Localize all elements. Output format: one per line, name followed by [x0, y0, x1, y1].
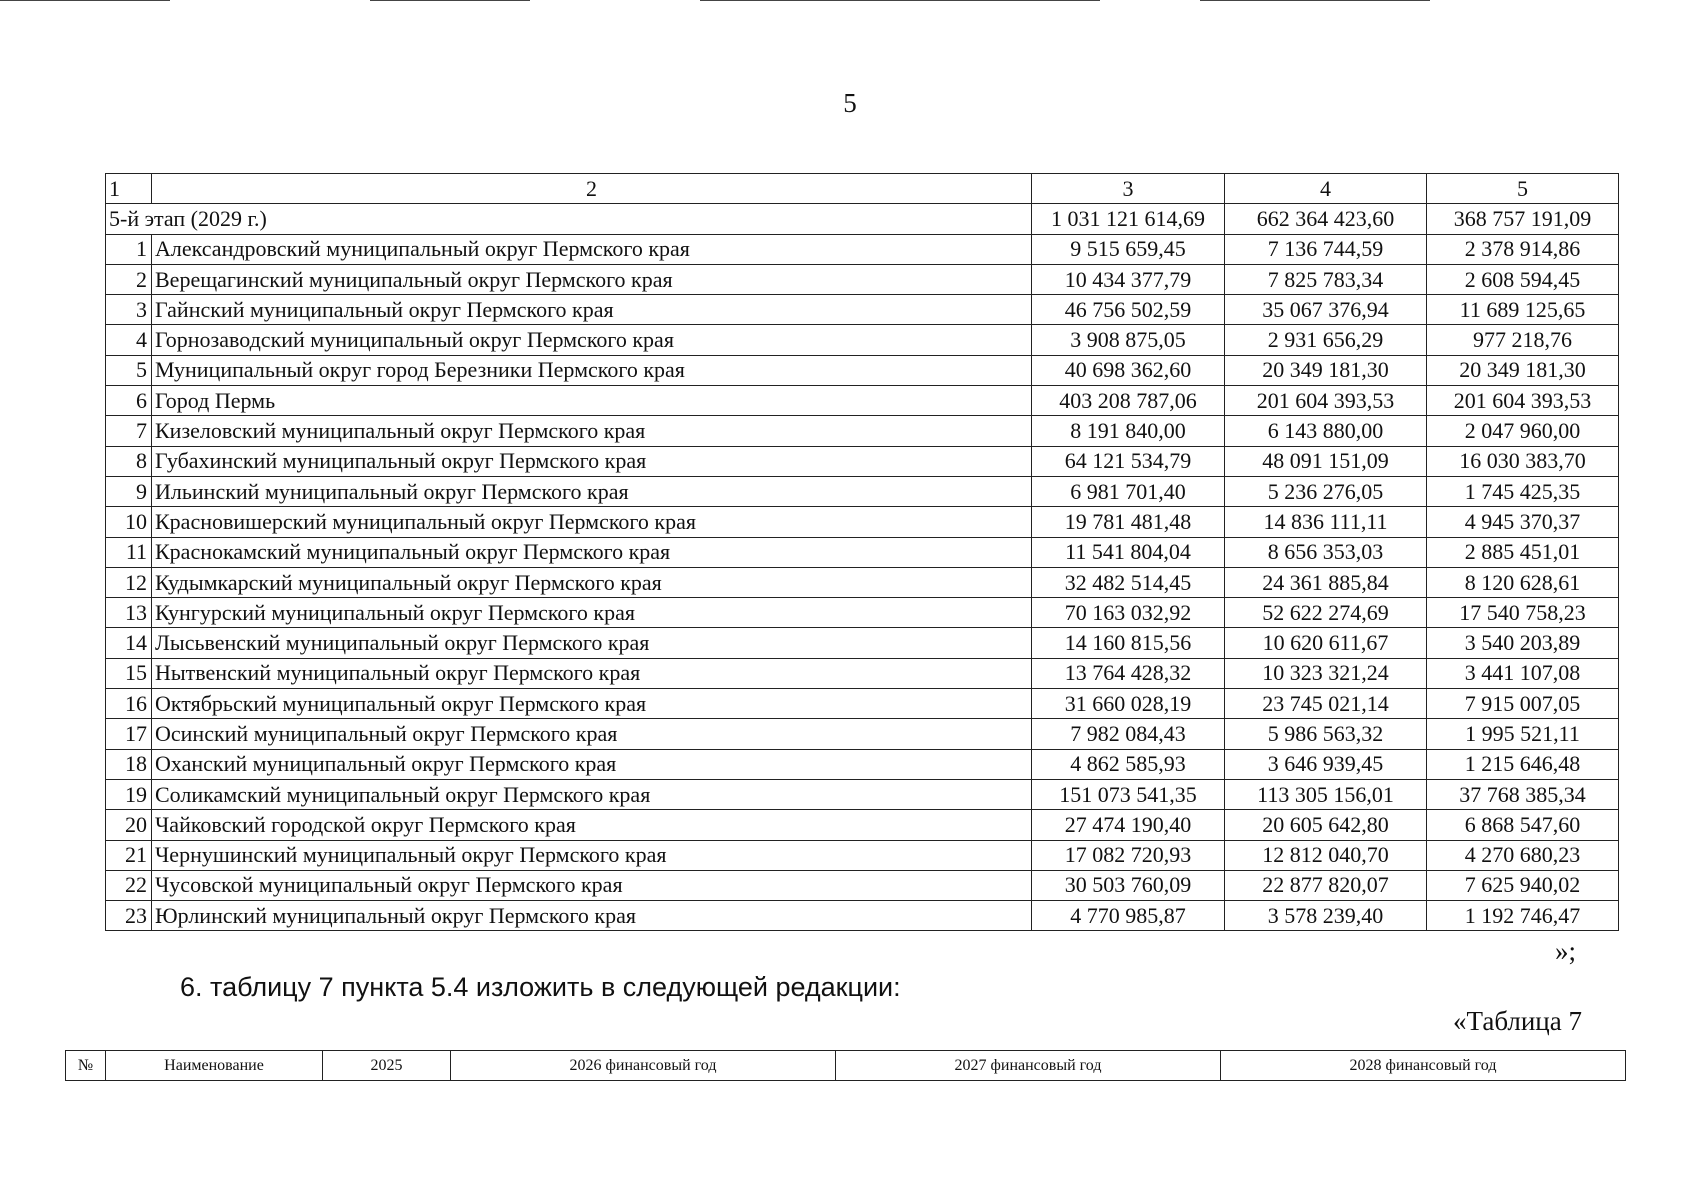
amount-col5: 17 540 758,23 [1427, 598, 1619, 628]
amount-col5: 2 608 594,45 [1427, 264, 1619, 294]
municipality-name: Нытвенский муниципальный округ Пермского края [152, 658, 1032, 688]
table-row [106, 537, 1619, 567]
amount-col3: 17 082 720,93 [1032, 840, 1225, 870]
amount-col3: 14 160 815,56 [1032, 628, 1225, 658]
amount-col3: 8 191 840,00 [1032, 416, 1225, 446]
table-row [106, 507, 1619, 537]
municipality-name: Октябрьский муниципальный округ Пермского края [152, 689, 1032, 719]
table-row [106, 810, 1619, 840]
column-number-1: 1 [106, 174, 152, 204]
amount-col3: 30 503 760,09 [1032, 870, 1225, 900]
amount-col4: 113 305 156,01 [1225, 779, 1427, 809]
amount-col5: 16 030 383,70 [1427, 446, 1619, 476]
amount-col4: 48 091 151,09 [1225, 446, 1427, 476]
header-2025: 2025 [323, 1051, 451, 1081]
amount-col5: 4 945 370,37 [1427, 507, 1619, 537]
amount-col3: 4 770 985,87 [1032, 901, 1225, 931]
municipality-name: Александровский муниципальный округ Пермского края [152, 234, 1032, 264]
amount-col4: 8 656 353,03 [1225, 537, 1427, 567]
amount-col4: 10 323 321,24 [1225, 658, 1427, 688]
stage-label: 5-й этап (2029 г.) [106, 204, 1032, 234]
municipality-name: Соликамский муниципальный округ Пермского края [152, 779, 1032, 809]
municipality-name: Юрлинский муниципальный округ Пермского края [152, 901, 1032, 931]
amount-col3: 9 515 659,45 [1032, 234, 1225, 264]
column-number-2: 2 [152, 174, 1032, 204]
municipality-name: Кудымкарский муниципальный округ Пермского края [152, 567, 1032, 597]
header-2028: 2028 финансовый год [1221, 1051, 1626, 1081]
row-number: 18 [106, 749, 152, 779]
row-number: 5 [106, 355, 152, 385]
closing-quote: »; [1555, 936, 1577, 966]
table-row [106, 901, 1619, 931]
header-2026: 2026 финансовый год [451, 1051, 836, 1081]
amount-col5: 11 689 125,65 [1427, 295, 1619, 325]
amount-col4: 14 836 111,11 [1225, 507, 1427, 537]
amount-col5: 3 540 203,89 [1427, 628, 1619, 658]
amount-col4: 3 578 239,40 [1225, 901, 1427, 931]
table-row [106, 628, 1619, 658]
table-caption: «Таблица 7 [1453, 1006, 1582, 1036]
table-row [106, 779, 1619, 809]
municipality-name: Верещагинский муниципальный округ Пермского края [152, 264, 1032, 294]
amount-col3: 4 862 585,93 [1032, 749, 1225, 779]
amount-col3: 46 756 502,59 [1032, 295, 1225, 325]
amount-col4: 20 349 181,30 [1225, 355, 1427, 385]
row-number: 14 [106, 628, 152, 658]
table-row [106, 446, 1619, 476]
amount-col5: 8 120 628,61 [1427, 567, 1619, 597]
municipality-name: Осинский муниципальный округ Пермского края [152, 719, 1032, 749]
amount-col4: 7 136 744,59 [1225, 234, 1427, 264]
row-number: 3 [106, 295, 152, 325]
amount-col3: 11 541 804,04 [1032, 537, 1225, 567]
row-number: 17 [106, 719, 152, 749]
municipality-name: Чернушинский муниципальный округ Пермского края [152, 840, 1032, 870]
amount-col5: 4 270 680,23 [1427, 840, 1619, 870]
column-number-5: 5 [1427, 174, 1619, 204]
amount-col4: 10 620 611,67 [1225, 628, 1427, 658]
municipality-name: Губахинский муниципальный округ Пермского края [152, 446, 1032, 476]
amount-col4: 20 605 642,80 [1225, 810, 1427, 840]
amount-col4: 12 812 040,70 [1225, 840, 1427, 870]
amount-col3: 31 660 028,19 [1032, 689, 1225, 719]
amount-col3: 32 482 514,45 [1032, 567, 1225, 597]
municipality-name: Оханский муниципальный округ Пермского края [152, 749, 1032, 779]
row-number: 4 [106, 325, 152, 355]
amount-col5: 2 047 960,00 [1427, 416, 1619, 446]
municipality-name: Кунгурский муниципальный округ Пермского края [152, 598, 1032, 628]
stage-total-col4: 662 364 423,60 [1225, 204, 1427, 234]
column-number-row [106, 174, 1619, 204]
row-number: 10 [106, 507, 152, 537]
header-2027: 2027 финансовый год [836, 1051, 1221, 1081]
municipality-name: Гайнский муниципальный округ Пермского края [152, 295, 1032, 325]
header-name: Наименование [106, 1051, 323, 1081]
amount-col5: 1 192 746,47 [1427, 901, 1619, 931]
amount-col3: 6 981 701,40 [1032, 476, 1225, 506]
row-number: 11 [106, 537, 152, 567]
table-7-header [65, 1050, 1626, 1081]
row-number: 12 [106, 567, 152, 597]
table-row [106, 870, 1619, 900]
amount-col4: 5 986 563,32 [1225, 719, 1427, 749]
scan-edge-line [370, 0, 530, 1]
amount-col3: 13 764 428,32 [1032, 658, 1225, 688]
municipality-name: Лысьвенский муниципальный округ Пермского края [152, 628, 1032, 658]
amount-col3: 64 121 534,79 [1032, 446, 1225, 476]
amount-col3: 19 781 481,48 [1032, 507, 1225, 537]
table-row [106, 264, 1619, 294]
row-number: 21 [106, 840, 152, 870]
row-number: 7 [106, 416, 152, 446]
table-row [106, 598, 1619, 628]
municipality-name: Чусовской муниципальный округ Пермского края [152, 870, 1032, 900]
table-row [106, 386, 1619, 416]
amount-col5: 1 995 521,11 [1427, 719, 1619, 749]
amendment-instruction: 6. таблицу 7 пункта 5.4 изложить в следующей редакции: [180, 972, 901, 1002]
row-number: 6 [106, 386, 152, 416]
amount-col3: 403 208 787,06 [1032, 386, 1225, 416]
amount-col5: 977 218,76 [1427, 325, 1619, 355]
municipality-name: Краснокамский муниципальный округ Пермского края [152, 537, 1032, 567]
amount-col5: 7 915 007,05 [1427, 689, 1619, 719]
amount-col4: 201 604 393,53 [1225, 386, 1427, 416]
amount-col4: 52 622 274,69 [1225, 598, 1427, 628]
row-number: 2 [106, 264, 152, 294]
amount-col3: 27 474 190,40 [1032, 810, 1225, 840]
row-number: 22 [106, 870, 152, 900]
row-number: 20 [106, 810, 152, 840]
amount-col4: 22 877 820,07 [1225, 870, 1427, 900]
amount-col4: 5 236 276,05 [1225, 476, 1427, 506]
amount-col5: 3 441 107,08 [1427, 658, 1619, 688]
amount-col5: 2 885 451,01 [1427, 537, 1619, 567]
amount-col5: 1 215 646,48 [1427, 749, 1619, 779]
amount-col5: 37 768 385,34 [1427, 779, 1619, 809]
amount-col4: 2 931 656,29 [1225, 325, 1427, 355]
table-row [106, 476, 1619, 506]
amount-col4: 6 143 880,00 [1225, 416, 1427, 446]
scan-edge-line [0, 0, 170, 1]
row-number: 13 [106, 598, 152, 628]
table-row [106, 355, 1619, 385]
amount-col3: 7 982 084,43 [1032, 719, 1225, 749]
table-row [106, 840, 1619, 870]
table-row [106, 234, 1619, 264]
municipality-name: Муниципальный округ город Березники Пермского края [152, 355, 1032, 385]
row-number: 23 [106, 901, 152, 931]
table-row [106, 295, 1619, 325]
row-number: 8 [106, 446, 152, 476]
amount-col3: 70 163 032,92 [1032, 598, 1225, 628]
stage-total-col5: 368 757 191,09 [1427, 204, 1619, 234]
row-number: 1 [106, 234, 152, 264]
table-row [106, 719, 1619, 749]
column-number-4: 4 [1225, 174, 1427, 204]
amount-col5: 201 604 393,53 [1427, 386, 1619, 416]
table-row [106, 749, 1619, 779]
amount-col5: 2 378 914,86 [1427, 234, 1619, 264]
amount-col5: 20 349 181,30 [1427, 355, 1619, 385]
municipality-name: Горнозаводский муниципальный округ Пермского края [152, 325, 1032, 355]
page-number: 5 [843, 88, 857, 118]
scan-edge-line [700, 0, 1100, 1]
municipality-name: Город Пермь [152, 386, 1032, 416]
row-number: 9 [106, 476, 152, 506]
amount-col4: 3 646 939,45 [1225, 749, 1427, 779]
municipality-name: Чайковский городской округ Пермского края [152, 810, 1032, 840]
amount-col4: 23 745 021,14 [1225, 689, 1427, 719]
amount-col4: 35 067 376,94 [1225, 295, 1427, 325]
stage-total-col3: 1 031 121 614,69 [1032, 204, 1225, 234]
amount-col4: 24 361 885,84 [1225, 567, 1427, 597]
amount-col5: 6 868 547,60 [1427, 810, 1619, 840]
table-row [106, 416, 1619, 446]
funding-table [105, 173, 1619, 931]
row-number: 15 [106, 658, 152, 688]
table-row [106, 689, 1619, 719]
amount-col3: 151 073 541,35 [1032, 779, 1225, 809]
amount-col3: 10 434 377,79 [1032, 264, 1225, 294]
scan-edge-line [1200, 0, 1430, 1]
amount-col5: 1 745 425,35 [1427, 476, 1619, 506]
municipality-name: Ильинский муниципальный округ Пермского края [152, 476, 1032, 506]
municipality-name: Кизеловский муниципальный округ Пермского края [152, 416, 1032, 446]
amount-col3: 40 698 362,60 [1032, 355, 1225, 385]
table-row [106, 567, 1619, 597]
funding-table-body [106, 174, 1619, 931]
header-number: № [66, 1051, 106, 1081]
table-7-header-row [66, 1051, 1626, 1081]
stage-total-row [106, 204, 1619, 234]
row-number: 19 [106, 779, 152, 809]
table-row [106, 658, 1619, 688]
column-number-3: 3 [1032, 174, 1225, 204]
amount-col3: 3 908 875,05 [1032, 325, 1225, 355]
row-number: 16 [106, 689, 152, 719]
municipality-name: Красновишерский муниципальный округ Пермского края [152, 507, 1032, 537]
amount-col5: 7 625 940,02 [1427, 870, 1619, 900]
table-row [106, 325, 1619, 355]
amount-col4: 7 825 783,34 [1225, 264, 1427, 294]
